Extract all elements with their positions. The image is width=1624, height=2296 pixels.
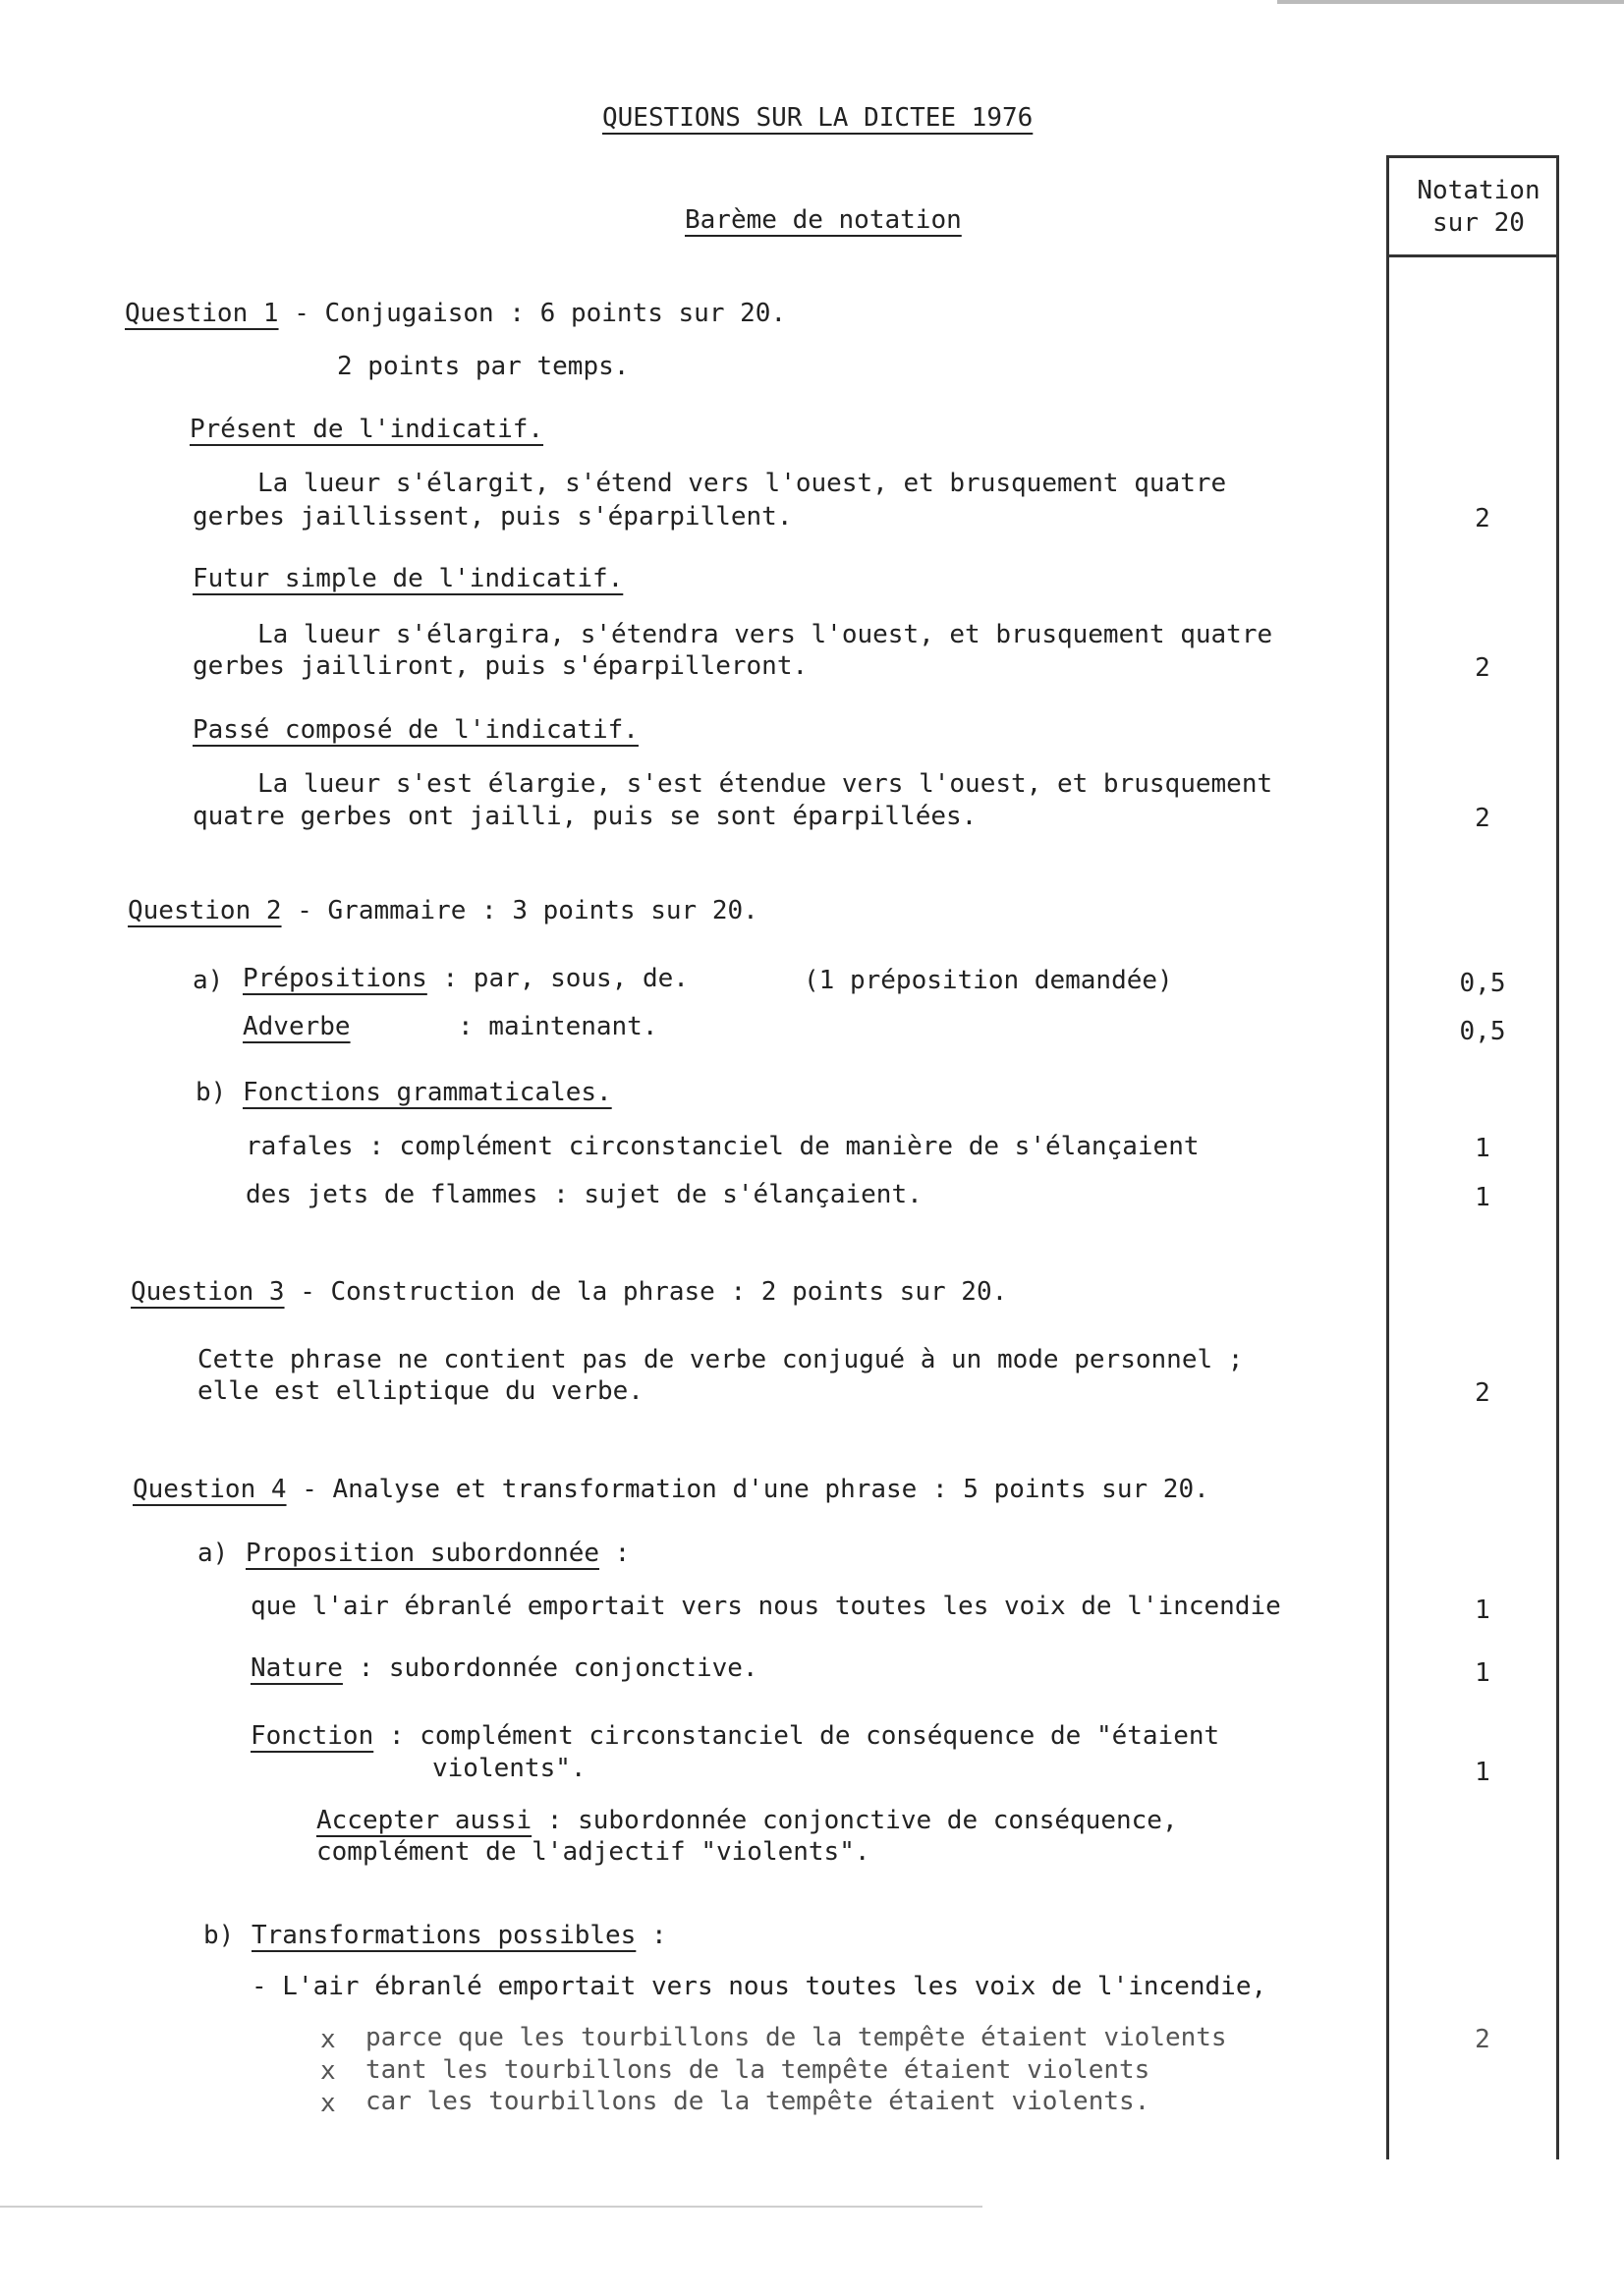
adverbe-score: 0,5 [1459, 1017, 1506, 1046]
question-1-label: Question 1 [125, 299, 279, 328]
notation-header-line2: sur 20 [1432, 208, 1525, 238]
fonction-text: : complément circonstanciel de conséquence de "étaient [373, 1721, 1220, 1751]
question-1-heading [125, 301, 786, 326]
nature-text: : subordonnée conjonctive. [342, 1653, 758, 1683]
transformations-intro: - L'air ébranlé emportait vers nous toutes les voix de l'incendie, [252, 1972, 1267, 2001]
prepositions-label: Prépositions [243, 964, 427, 993]
notation-column-header-divider [1386, 254, 1559, 257]
q3-line-2: elle est elliptique du verbe. [197, 1376, 644, 1406]
page-title: QUESTIONS SUR LA DICTEE 1976 [602, 103, 1034, 133]
prepositions-line [243, 966, 689, 991]
question-1-subline: 2 points par temps. [337, 352, 630, 381]
scan-bottom-edge [0, 2206, 982, 2208]
transformation-bullet-1: x [320, 2025, 336, 2054]
question-3-label: Question 3 [131, 1277, 285, 1307]
transformations-label: Transformations possibles [252, 1921, 637, 1950]
nature-score: 1 [1475, 1658, 1490, 1688]
page-subtitle: Barème de notation [685, 205, 962, 235]
q4-b-prefix: b) [203, 1921, 235, 1950]
adverbe-label: Adverbe [243, 1012, 351, 1041]
futur-line-2: gerbes jailliront, puis s'éparpilleront. [193, 651, 809, 681]
passe-compose-line-1: La lueur s'est élargie, s'est étendue vers l'ouest, et brusquement [257, 769, 1273, 799]
present-score: 2 [1475, 504, 1490, 533]
transformation-bullet-2: x [320, 2056, 336, 2086]
proposition-heading [246, 1540, 630, 1566]
passe-compose-label: Passé composé de l'indicatif. [193, 715, 639, 745]
q2-a-prefix: a) [193, 966, 224, 995]
fonction-line [251, 1723, 1219, 1749]
transformation-item-2: tant les tourbillons de la tempête étaient violents [365, 2055, 1150, 2085]
question-4-title: - Analyse et transformation d'une phrase : 5 points sur 20. [286, 1475, 1209, 1504]
proposition-text: que l'air ébranlé emportait vers nous toutes les voix de l'incendie [251, 1592, 1281, 1621]
prepositions-note: (1 préposition demandée) [804, 966, 1173, 995]
question-1-title: - Conjugaison : 6 points sur 20. [278, 299, 787, 328]
q4-a-prefix: a) [197, 1539, 229, 1568]
proposition-score: 1 [1475, 1596, 1490, 1625]
q3-score: 2 [1475, 1378, 1490, 1408]
notation-column-top-border [1386, 155, 1559, 158]
fonction-label: Fonction [251, 1721, 374, 1751]
transformations-score: 2 [1475, 2025, 1490, 2054]
rafales-line: rafales : complément circonstanciel de manière de s'élançaient [246, 1132, 1200, 1161]
accepter-text-2: complément de l'adjectif "violents". [316, 1837, 870, 1867]
proposition-label: Proposition subordonnée [246, 1539, 600, 1568]
proposition-colon: : [599, 1539, 631, 1568]
nature-label: Nature [251, 1653, 343, 1683]
prepositions-text: : par, sous, de. [426, 964, 689, 993]
adverbe-text: : maintenant. [458, 1012, 658, 1041]
transformations-heading [252, 1923, 667, 1948]
passe-compose-line-2: quatre gerbes ont jailli, puis se sont éparpillées. [193, 802, 978, 831]
transformation-bullet-3: x [320, 2089, 336, 2118]
question-3-heading [131, 1279, 1007, 1305]
rafales-score: 1 [1475, 1134, 1490, 1163]
question-4-label: Question 4 [133, 1475, 287, 1504]
passe-compose-score: 2 [1475, 804, 1490, 833]
nature-line [251, 1655, 758, 1681]
transformation-item-1: parce que les tourbillons de la tempête étaient violents [365, 2023, 1227, 2052]
futur-line-1: La lueur s'élargira, s'étendra vers l'ouest, et brusquement quatre [257, 620, 1273, 649]
fonction-score: 1 [1475, 1758, 1490, 1787]
futur-score: 2 [1475, 653, 1490, 683]
question-3-title: - Construction de la phrase : 2 points sur 20. [284, 1277, 1008, 1307]
question-2-label: Question 2 [128, 896, 282, 925]
q3-line-1: Cette phrase ne contient pas de verbe conjugué à un mode personnel ; [197, 1345, 1244, 1374]
question-2-title: - Grammaire : 3 points sur 20. [281, 896, 758, 925]
jets-line: des jets de flammes : sujet de s'élançaient. [246, 1180, 923, 1209]
transformations-colon: : [636, 1921, 667, 1950]
accepter-label: Accepter aussi [316, 1806, 532, 1835]
notation-column-left-border [1386, 155, 1389, 2159]
question-4-heading [133, 1477, 1209, 1502]
jets-score: 1 [1475, 1183, 1490, 1212]
accepter-line [316, 1808, 1178, 1833]
accepter-text: : subordonnée conjonctive de conséquence, [532, 1806, 1178, 1835]
transformation-item-3: car les tourbillons de la tempête étaient violents. [365, 2087, 1150, 2116]
prepositions-score: 0,5 [1459, 969, 1506, 998]
fonctions-label: Fonctions grammaticales. [243, 1078, 612, 1107]
present-line-2: gerbes jaillissent, puis s'éparpillent. [193, 502, 793, 532]
question-2-heading [128, 898, 758, 924]
present-line-1: La lueur s'élargit, s'étend vers l'ouest, et brusquement quatre [257, 469, 1227, 498]
futur-label: Futur simple de l'indicatif. [193, 564, 624, 593]
q2-b-prefix: b) [196, 1078, 227, 1107]
fonction-text-2: violents". [432, 1754, 587, 1783]
notation-header-line1: Notation [1417, 176, 1540, 205]
present-label: Présent de l'indicatif. [190, 415, 544, 444]
scan-top-edge [1277, 0, 1624, 4]
